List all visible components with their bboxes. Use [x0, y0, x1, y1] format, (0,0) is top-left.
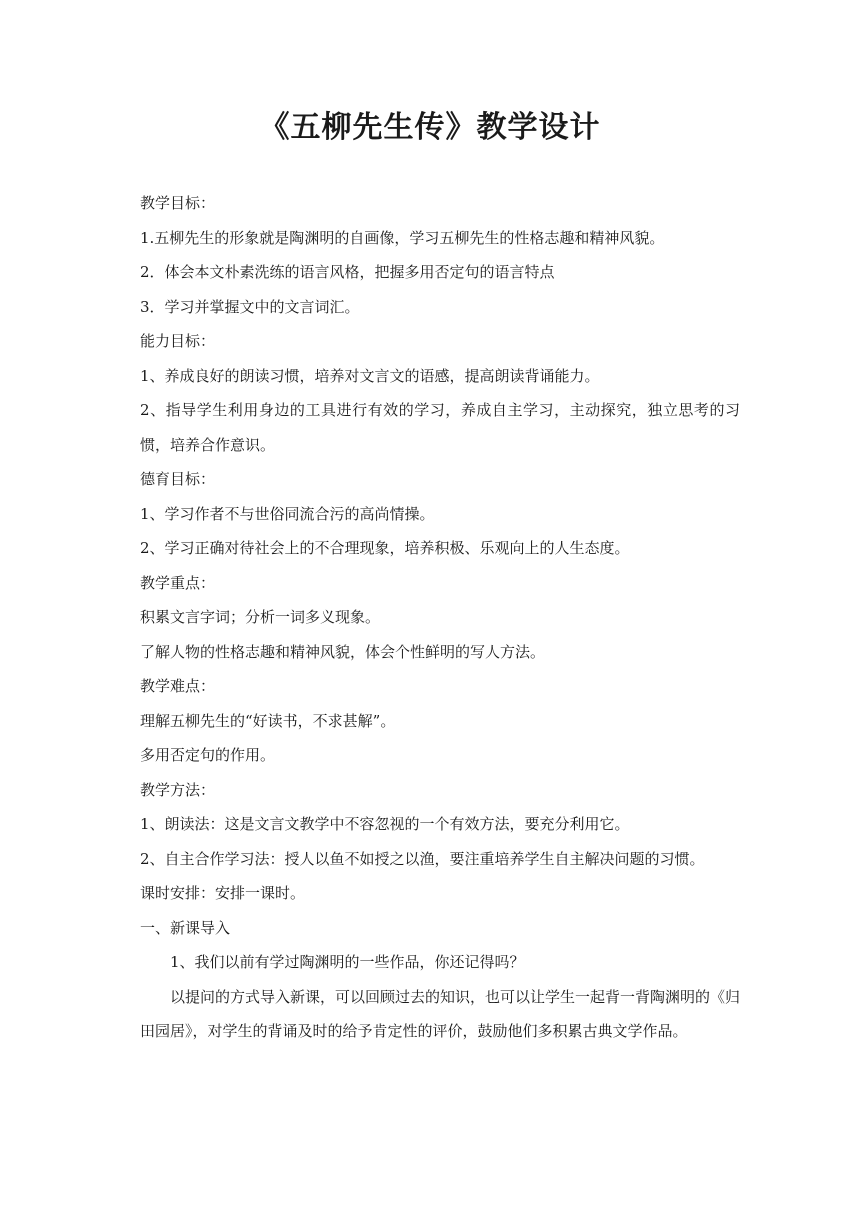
section-heading-moral-goals: 德育目标： — [140, 470, 216, 488]
section-heading-introduction: 一、新课导入 — [140, 918, 231, 937]
difficulty-2: 多用否定句的作用。 — [140, 746, 276, 764]
document-body — [140, 186, 740, 1049]
ability-item-2: 2、指导学生利用身边的工具进行有效的学习，养成自主学习，主动探究，独立思考的习惯，培养合作意识。 — [140, 401, 740, 454]
ability-item-1: 1、养成良好的朗读习惯，培养对文言文的语感，提高朗读背诵能力。 — [140, 366, 600, 385]
class-schedule: 课时安排：安排一课时。 — [140, 884, 306, 902]
section-heading-ability-goals: 能力目标： — [140, 332, 216, 350]
section-heading-difficulties: 教学难点： — [140, 677, 216, 695]
method-item-1: 1、朗读法：这是文言文教学中不容忽视的一个有效方法，要充分利用它。 — [140, 815, 630, 833]
difficulty-1: 理解五柳先生的“好读书，不求甚解”。 — [140, 711, 396, 730]
section-heading-key-points: 教学重点： — [140, 573, 216, 592]
goal-item-3: 3．学习并掌握文中的文言词汇。 — [140, 297, 360, 316]
key-point-1: 积累文言字词；分析一词多义现象。 — [140, 608, 381, 626]
moral-item-2: 2、学习正确对待社会上的不合理现象，培养积极、乐观向上的人生态度。 — [140, 539, 630, 557]
section-heading-teaching-goals: 教学目标： — [140, 194, 216, 212]
moral-item-1: 1、学习作者不与世俗同流合污的高尚情操。 — [140, 504, 435, 523]
intro-paragraph: 以提问的方式导入新课，可以回顾过去的知识，也可以让学生一起背一背陶渊明的《归田园居》，对学生的背诵及时的给予肯定性的评价，鼓励他们多积累古典文学作品。 — [140, 987, 741, 1040]
document-title: 《五柳先生传》教学设计 — [259, 110, 601, 145]
section-heading-methods: 教学方法： — [140, 780, 216, 799]
goal-item-1: 1.五柳先生的形象就是陶渊明的自画像，学习五柳先生的性格志趣和精神风貌。 — [140, 228, 665, 247]
goal-item-2: 2．体会本文朴素洗练的语言风格，把握多用否定句的语言特点 — [140, 263, 555, 281]
intro-question: 1、我们以前有学过陶渊明的一些作品，你还记得吗？ — [170, 953, 525, 971]
key-point-2: 了解人物的性格志趣和精神风貌，体会个性鲜明的写人方法。 — [140, 642, 546, 661]
method-item-2: 2、自主合作学习法：授人以鱼不如授之以渔，要注重培养学生自主解决问题的习惯。 — [140, 849, 705, 868]
